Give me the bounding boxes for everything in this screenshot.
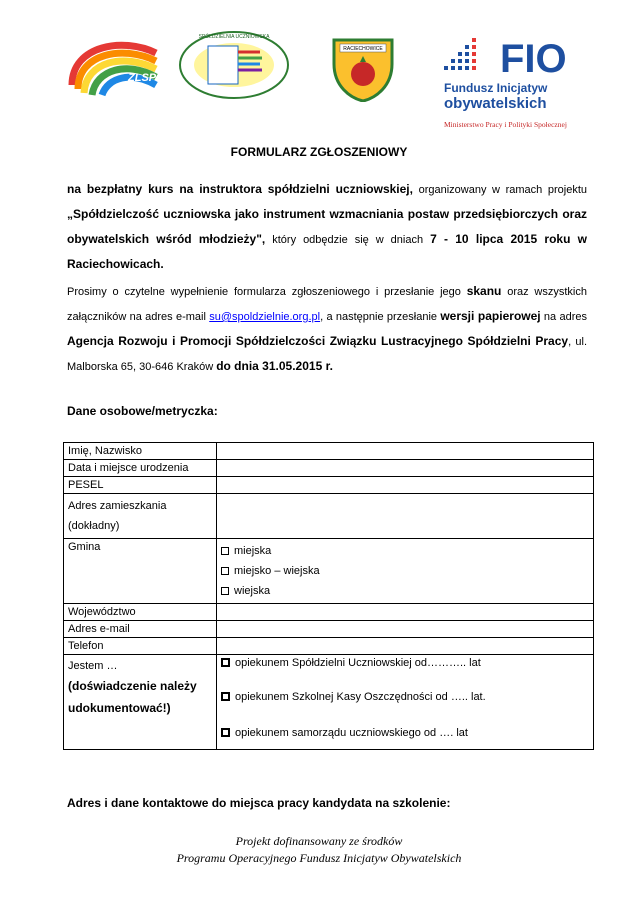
role-option-cooperative[interactable]: [221, 657, 589, 687]
request-text-2: oraz wszystkich załączników na adres e-mail: [67, 286, 587, 323]
gmina-option-rural[interactable]: [221, 581, 589, 601]
field-gmina: [217, 539, 594, 604]
label-address-line2: (dokładny): [68, 520, 120, 532]
field-voivodeship[interactable]: [217, 604, 594, 621]
role-option-label: opiekunem samorządu uczniowskiego od …. lat: [235, 727, 468, 739]
intro-bold-course: na bezpłatny kurs na instruktora spółdzielni uczniowskiej,: [67, 182, 413, 196]
intro-bold-dates: 7 - 10 lipca 2015 roku w Raciechowicach.: [67, 232, 588, 271]
request-bold-paper: wersji papierowej: [440, 309, 541, 323]
gmina-option-label: miejska: [234, 545, 272, 557]
section-personal-title: Dane osobowe/metryczka:: [67, 404, 218, 418]
checkbox-icon[interactable]: [221, 692, 230, 701]
table-row: [64, 539, 594, 604]
label-pesel: PESEL: [64, 477, 217, 494]
gmina-option-label: wiejska: [234, 585, 271, 597]
personal-data-table: [63, 442, 594, 750]
sds-logo-text: SPÓŁDZIELNIA UCZNIOWSKA: [198, 34, 270, 40]
label-email: Adres e-mail: [64, 621, 217, 638]
label-role-text: Jestem …: [68, 660, 118, 672]
table-row: [64, 638, 594, 655]
fio-logo-text: FIO: [500, 37, 567, 81]
role-option-label: opiekunem Spółdzielni Uczniowskiej od……….. lat: [235, 657, 481, 669]
label-name: Imię, Nazwisko: [64, 443, 217, 460]
gmina-option-mixed[interactable]: [221, 561, 589, 581]
table-row: [64, 477, 594, 494]
table-row: [64, 621, 594, 638]
gmina-option-label: miejsko – wiejska: [234, 565, 320, 577]
zlsp-logo-text: ZLSP: [128, 72, 157, 84]
table-row: [64, 443, 594, 460]
email-link[interactable]: su@spoldzielnie.org.pl: [209, 311, 321, 323]
checkbox-icon[interactable]: [221, 728, 230, 737]
sds-logo: [178, 30, 290, 100]
label-birth: Data i miejsce urodzenia: [64, 460, 217, 477]
label-address: [64, 494, 217, 539]
field-pesel[interactable]: [217, 477, 594, 494]
label-gmina: Gmina: [64, 539, 217, 604]
field-phone[interactable]: [217, 638, 594, 655]
raciechowice-crest-text: RACIECHOWICE: [343, 46, 383, 52]
fio-logo: [440, 32, 580, 132]
intro-bold-project: „Spółdzielczość uczniowska jako instrument wzmacniania postaw przedsiębiorczych oraz obywatelskich wśród młodzieży",: [67, 207, 587, 246]
label-role-note: (doświadczenie należy udokumentować!): [68, 679, 197, 715]
field-role: [217, 655, 594, 750]
intro-text-1: organizowany w ramach projektu: [412, 184, 587, 196]
page-title: FORMULARZ ZGŁOSZENIOWY: [230, 145, 408, 159]
intro-paragraph: [67, 177, 587, 277]
request-paragraph: [67, 279, 587, 379]
role-option-student-council[interactable]: [221, 721, 589, 739]
request-text-5: , ul. Malborska 65, 30-646 Kraków: [67, 336, 587, 373]
request-bold-deadline: do dnia 31.05.2015 r.: [216, 359, 333, 373]
logo-bar: [0, 0, 638, 135]
footer-line1: Projekt dofinansowany ze środków: [235, 834, 403, 848]
gmina-option-urban[interactable]: [221, 541, 589, 561]
request-text-4: na adres: [540, 311, 587, 323]
table-row: [64, 460, 594, 477]
field-birth[interactable]: [217, 460, 594, 477]
checkbox-icon[interactable]: [221, 587, 229, 595]
field-name[interactable]: [217, 443, 594, 460]
fio-ministry: Ministerstwo Pracy i Polityki Społecznej: [444, 120, 567, 129]
table-row: [64, 494, 594, 539]
request-text-3: , a następnie przesłanie: [320, 311, 441, 323]
zlsp-logo: [64, 35, 166, 97]
field-address[interactable]: [217, 494, 594, 539]
field-email[interactable]: [217, 621, 594, 638]
fio-line2: obywatelskich: [444, 95, 547, 112]
checkbox-icon[interactable]: [221, 658, 230, 667]
request-bold-scan: skanu: [466, 284, 502, 298]
checkbox-icon[interactable]: [221, 567, 229, 575]
label-address-line1: Adres zamieszkania: [68, 500, 167, 512]
request-bold-address: Agencja Rozwoju i Promocji Spółdzielczości Związku Lustracyjnego Spółdzielni Pracy: [67, 334, 569, 348]
footer-line2: Programu Operacyjnego Fundusz Inicjatyw Obywatelskich: [176, 851, 462, 865]
checkbox-icon[interactable]: [221, 547, 229, 555]
table-row: [64, 604, 594, 621]
fio-line1: Fundusz Inicjatyw: [444, 81, 548, 95]
label-phone: Telefon: [64, 638, 217, 655]
label-voivodeship: Województwo: [64, 604, 217, 621]
table-row: [64, 655, 594, 750]
role-option-label: opiekunem Szkolnej Kasy Oszczędności od ….. lat.: [235, 691, 486, 703]
role-option-savings[interactable]: [221, 687, 589, 721]
section-workplace-title: Adres i dane kontaktowe do miejsca pracy kandydata na szkolenie:: [67, 796, 451, 810]
request-text-1: Prosimy o czytelne wypełnienie formularza zgłoszeniowego i przesłanie jego: [67, 286, 467, 298]
raciechowice-crest: [330, 30, 396, 102]
intro-text-2: który odbędzie się w dniach: [265, 234, 431, 246]
label-role: [64, 655, 217, 750]
